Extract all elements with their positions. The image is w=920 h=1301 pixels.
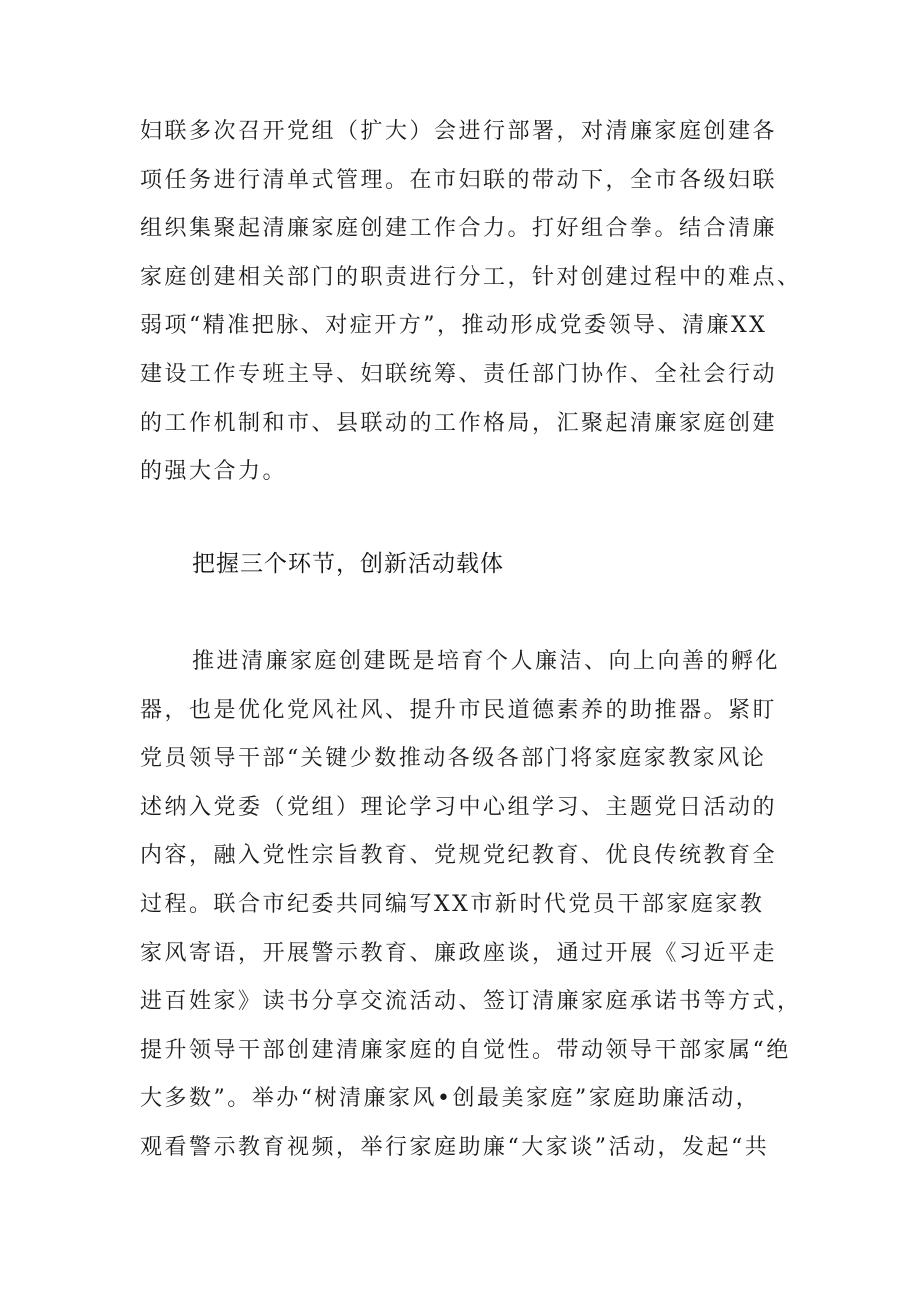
text-line: 家风寄语，开展警示教育、廉政座谈，通过开展《习近平走 <box>140 940 778 966</box>
text-line: 妇联多次召开党组（扩大）会进行部署，对清廉家庭创建各 <box>140 119 778 144</box>
text-line: 组织集聚起清廉家庭创建工作合力。打好组合拳。结合清廉 <box>140 216 778 242</box>
paragraph-activity-carriers <box>140 638 800 1173</box>
text-line: 述纳入党委（党组）理论学习中心组学习、主题党日活动的 <box>140 794 778 820</box>
text-line: 过程。联合市纪委共同编写XX市新时代党员干部家庭家教 <box>140 891 765 917</box>
text-line: 大多数”。举办“树清廉家风•创最美家庭”家庭助廉活动， <box>140 1086 761 1112</box>
text-line: 器，也是优化党风社风、提升市民道德素养的助推器。紧盯 <box>140 697 778 723</box>
section-heading: 把握三个环节，创新活动载体 <box>192 551 504 577</box>
text-line: 党员领导干部“关键少数推动各级各部门将家庭家教家风论 <box>140 746 767 772</box>
text-line: 弱项“精准把脉、对症开方”，推动形成党委领导、清廉XX <box>140 313 768 339</box>
text-line: 进百姓家》读书分享交流活动、签订清廉家庭承诺书等方式， <box>140 989 802 1015</box>
text-line: 推进清廉家庭创建既是培育个人廉洁、向上向善的孵化 <box>192 649 781 674</box>
text-line: 建设工作专班主导、妇联统筹、责任部门协作、全社会行动 <box>140 361 778 387</box>
text-line: 家庭创建相关部门的职责进行分工，针对创建过程中的难点、 <box>140 264 802 290</box>
text-line: 内容，融入党性宗旨教育、党规党纪教育、优良传统教育全 <box>140 843 778 869</box>
text-line: 的工作机制和市、县联动的工作格局，汇聚起清廉家庭创建 <box>140 410 778 436</box>
text-line: 项任务进行清单式管理。在市妇联的带动下，全市各级妇联 <box>140 167 778 193</box>
text-line: 提升领导干部创建清廉家庭的自觉性。带动领导干部家属“绝 <box>140 1037 791 1063</box>
text-line: 观看警示教育视频，举行家庭助廉“大家谈”活动，发起“共 <box>140 1134 770 1160</box>
paragraph-women-federation-work <box>140 108 800 497</box>
text-line: 的强大合力。 <box>140 459 288 485</box>
